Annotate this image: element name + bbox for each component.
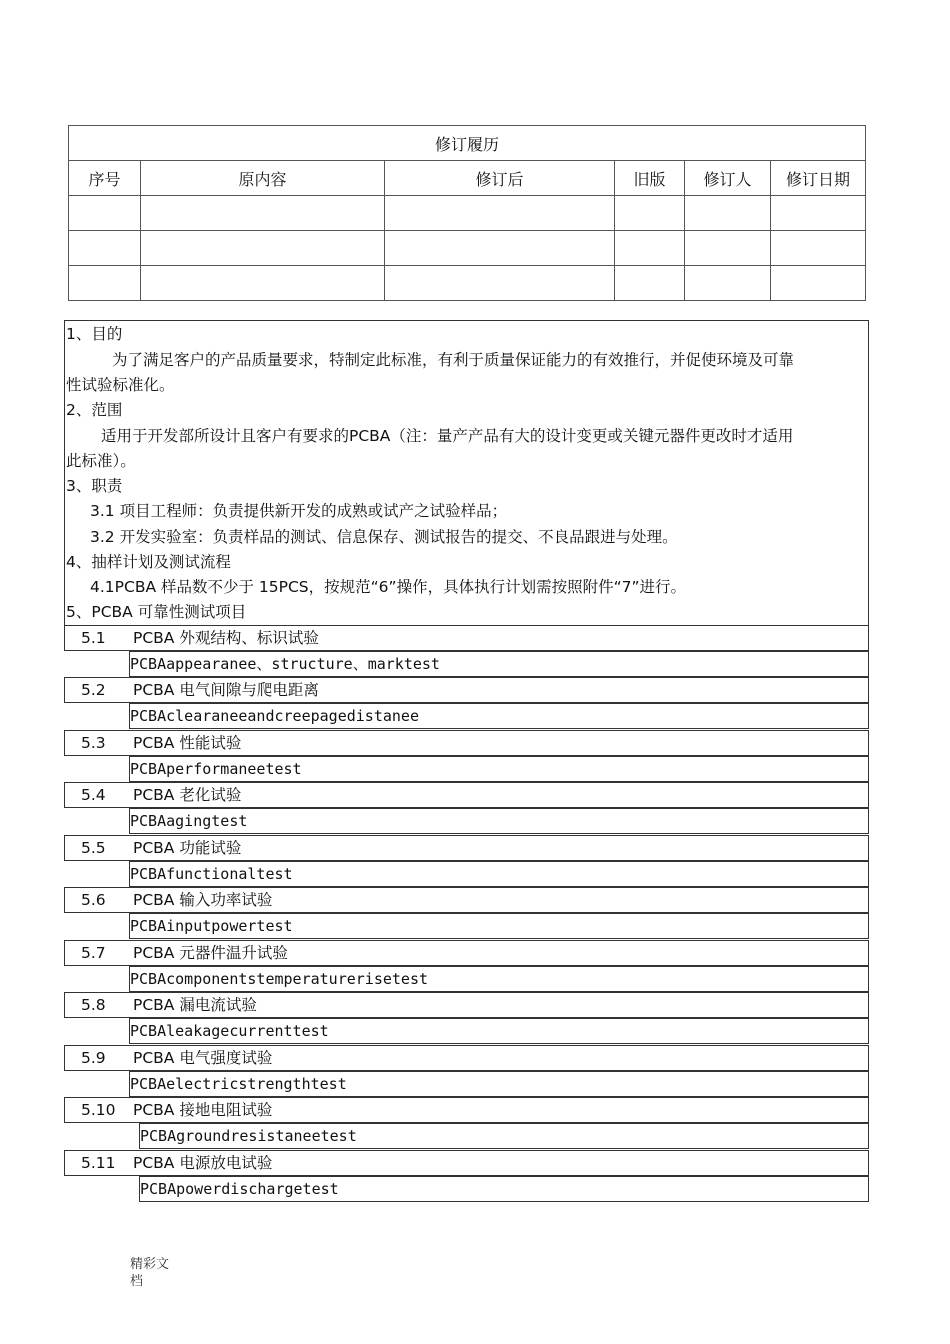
revision-table: [68, 125, 866, 301]
section-5-title: 5、PCBA 可靠性测试项目: [66, 603, 247, 621]
section-4-1: 4.1PCBA 样品数不少于 15PCS，按规范“6”操作，具体执行计划需按照附件“7”进行。: [90, 578, 686, 596]
item-title: PCBA 外观结构、标识试验: [133, 629, 319, 647]
item-title: PCBA 电气强度试验: [133, 1049, 273, 1067]
header-reviser: 修订人: [685, 161, 771, 196]
item-number: 5.3: [81, 734, 106, 752]
item-english: PCBAleakagecurrenttest: [129, 1018, 869, 1044]
item-title: PCBA 漏电流试验: [133, 996, 257, 1014]
section-2-text-cont: 此标准）。: [66, 452, 136, 470]
header-date: 修订日期: [771, 161, 866, 196]
item-english: PCBAperformaneetest: [129, 756, 869, 782]
revision-title: 修订履历: [69, 126, 866, 161]
section-3-1: 3.1 项目工程师：负责提供新开发的成熟或试产之试验样品；: [90, 502, 508, 520]
item-number: 5.11: [81, 1154, 116, 1172]
item-title: PCBA 电气间隙与爬电距离: [133, 681, 319, 699]
item-number: 5.4: [81, 786, 106, 804]
item-title: PCBA 输入功率试验: [133, 891, 273, 909]
item-title: PCBA 接地电阻试验: [133, 1101, 273, 1119]
table-row: [69, 231, 866, 266]
item-number: 5.1: [81, 629, 106, 647]
item-number: 5.5: [81, 839, 106, 857]
item-number: 5.9: [81, 1049, 106, 1067]
item-number: 5.2: [81, 681, 106, 699]
test-item-row: [64, 887, 869, 913]
item-english: PCBAinputpowertest: [129, 913, 869, 939]
item-english: PCBAappearanee、structure、marktest: [129, 651, 869, 677]
header-seq: 序号: [69, 161, 141, 196]
test-item-row: [64, 835, 869, 861]
item-number: 5.7: [81, 944, 106, 962]
test-item-row: [64, 782, 869, 808]
item-title: PCBA 元器件温升试验: [133, 944, 288, 962]
item-title: PCBA 功能试验: [133, 839, 242, 857]
section-1-title: 1、目的: [66, 325, 123, 343]
section-2-title: 2、范围: [66, 401, 123, 419]
item-english: PCBAagingtest: [129, 808, 869, 834]
item-english: PCBApowerdischargetest: [139, 1176, 869, 1202]
test-item-row: [64, 992, 869, 1018]
section-1-text: 为了满足客户的产品质量要求，特制定此标准，有利于质量保证能力的有效推行，并促使环境及可靠: [112, 351, 795, 369]
section-3-title: 3、职责: [66, 477, 123, 495]
table-row: [69, 266, 866, 301]
test-item-row: [64, 625, 869, 651]
item-english: PCBAfunctionaltest: [129, 861, 869, 887]
item-english: PCBAcomponentstemperaturerisetest: [129, 966, 869, 992]
test-item-row: [64, 677, 869, 703]
header-original: 原内容: [141, 161, 385, 196]
item-title: PCBA 电源放电试验: [133, 1154, 273, 1172]
item-english: PCBAclearaneeandcreepagedistanee: [129, 703, 869, 729]
section-1-text-cont: 性试验标准化。: [66, 376, 175, 394]
section-3-2: 3.2 开发实验室：负责样品的测试、信息保存、测试报告的提交、不良品跟进与处理。: [90, 528, 678, 546]
item-number: 5.10: [81, 1101, 116, 1119]
test-item-row: [64, 730, 869, 756]
item-english: PCBAgroundresistaneetest: [139, 1123, 869, 1149]
test-item-row: [64, 940, 869, 966]
header-revised: 修订后: [385, 161, 615, 196]
revision-header-row: [69, 161, 866, 196]
footer-text: 精彩文档: [130, 1257, 170, 1289]
item-number: 5.6: [81, 891, 106, 909]
section-4-title: 4、抽样计划及测试流程: [66, 553, 231, 571]
test-item-row: [64, 1097, 869, 1123]
test-item-row: [64, 1045, 869, 1071]
item-english: PCBAelectricstrengthtest: [129, 1071, 869, 1097]
header-old-version: 旧版: [615, 161, 685, 196]
item-number: 5.8: [81, 996, 106, 1014]
table-row: [69, 196, 866, 231]
item-title: PCBA 老化试验: [133, 786, 242, 804]
test-item-row: [64, 1150, 869, 1176]
item-title: PCBA 性能试验: [133, 734, 242, 752]
section-2-text: 适用于开发部所设计且客户有要求的PCBA（注：量产产品有大的设计变更或关键元器件更改时才适用: [101, 427, 794, 445]
